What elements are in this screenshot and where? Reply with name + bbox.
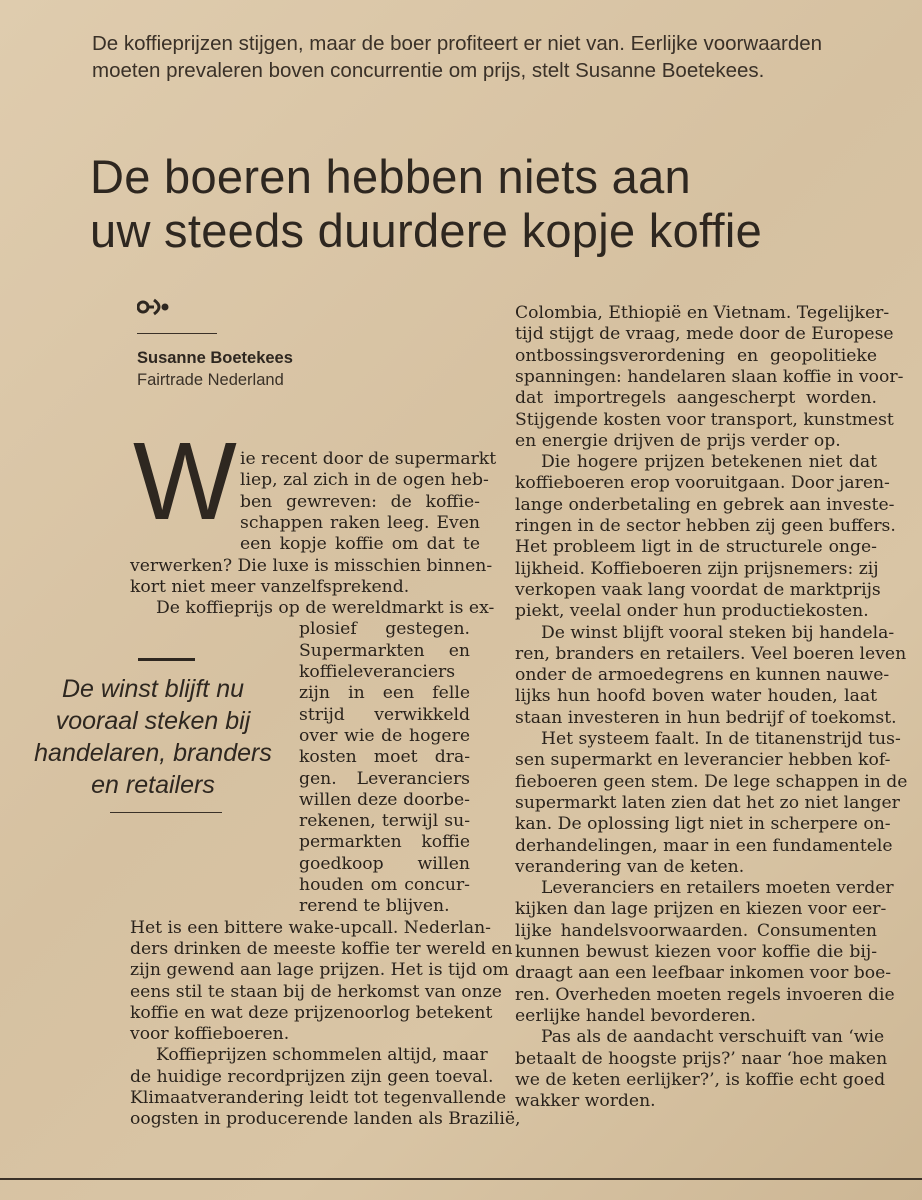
- body-line: betaalt de hoogste prijs?’ naar ‘hoe maken: [515, 1048, 888, 1069]
- body-line: ders drinken de meeste koffie ter wereld en: [130, 938, 513, 959]
- body-line: eens stil te staan bij de herkomst van onze: [130, 981, 502, 1002]
- body-line: tijd stijgt de vraag, mede door de Europese: [515, 324, 894, 345]
- body-line: fieboeren geen stem. De lege schappen in de: [515, 771, 908, 792]
- body-line: rerend te blijven.: [299, 896, 450, 917]
- body-line: lijkheid. Koffieboeren zijn prijsnemers: zij: [515, 558, 879, 579]
- body-line: sen supermarkt en leverancier hebben kof-: [515, 750, 891, 771]
- body-line: piekt, veelal onder hun productiekosten.: [515, 601, 869, 622]
- body-line: zijn gewend aan lage prijzen. Het is tijd om: [130, 960, 509, 981]
- body-line: Supermarkten en: [299, 640, 470, 661]
- pull-quote-divider-bottom: [110, 812, 222, 813]
- body-line: eerlijke handel bevorderen.: [515, 1005, 756, 1026]
- pull-quote: De winst blijft nu vooraal steken bij handelaren, branders en retailers: [34, 675, 272, 799]
- body-line: De winst blijft vooral steken bij handela-: [541, 622, 895, 643]
- body-line: over wie de hogere: [299, 725, 470, 746]
- body-line: plosief gestegen.: [299, 619, 470, 640]
- body-line: Het probleem ligt in de structurele onge-: [515, 537, 877, 558]
- body-line: Koffieprijzen schommelen altijd, maar: [156, 1045, 488, 1066]
- body-line: verwerken? Die luxe is misschien binnen-: [130, 555, 493, 576]
- body-line: koffieboeren erop vooruitgaan. Door jaren-: [515, 473, 890, 494]
- body-line: Pas als de aandacht verschuift van ‘wie: [541, 1027, 885, 1048]
- author-divider: [137, 333, 217, 334]
- body-line: voor koffieboeren.: [130, 1024, 290, 1045]
- body-line: onder de armoedegrens en kunnen nauwe-: [515, 665, 890, 686]
- body-line: houden om concur-: [299, 875, 470, 895]
- body-line: ringen in de sector hebben zij geen buffers.: [515, 516, 896, 536]
- author-name: Susanne Boetekees: [137, 349, 293, 367]
- body-line: Stijgende kosten voor transport, kunstmest: [515, 409, 894, 430]
- body-line: derhandelingen, maar in een fundamentele: [515, 835, 893, 856]
- body-line: rekenen, terwijl su-: [299, 811, 470, 832]
- article-headline: [90, 150, 890, 258]
- body-line: De koffieprijs op de wereldmarkt is ex-: [156, 598, 495, 619]
- body-line: lijks hun hoofd boven water houden, laat: [515, 686, 877, 707]
- body-line: kort niet meer vanzelfsprekend.: [130, 576, 410, 597]
- pull-quote-divider-top: [138, 658, 195, 661]
- author-organization: Fairtrade Nederland: [137, 371, 284, 389]
- body-line: lange onderbetaling en gebrek aan investe-: [515, 494, 895, 515]
- headline-line: uw steeds duurdere kopje koffie: [90, 204, 763, 257]
- body-line: Leveranciers en retailers moeten verder: [541, 878, 894, 899]
- body-line: schappen raken leeg. Even: [240, 512, 480, 533]
- body-line: willen deze doorbe-: [299, 789, 470, 810]
- body-line: en energie drijven de prijs verder op.: [515, 430, 841, 451]
- body-line: kunnen bewust kiezen voor koffie die bij-: [515, 942, 877, 962]
- body-line: ontbossingsverordening en geopolitieke: [515, 345, 877, 366]
- body-line: draagt aan een leefbaar inkomen voor boe-: [515, 963, 892, 984]
- body-line: Klimaatverandering leidt tot tegenvallende: [130, 1088, 507, 1108]
- body-line: liep, zal zich in de ogen heb-: [240, 470, 489, 491]
- body-line: staan investeren in hun bedrijf of toekomst.: [515, 707, 897, 728]
- body-line: ren, branders en retailers. Veel boeren leven: [515, 643, 907, 664]
- fairtrade-logo-icon: [137, 296, 173, 318]
- body-line: strijd verwikkeld: [299, 704, 470, 725]
- body-line: Het systeem faalt. In de titanenstrijd tus-: [541, 729, 901, 749]
- body-line: permarkten koffie: [299, 832, 470, 853]
- body-line: goedkoop willen: [299, 853, 470, 874]
- body-line: kan. De oplossing ligt niet in scherpere on-: [515, 814, 891, 835]
- body-line: we de keten eerlijker?’, is koffie echt goed: [515, 1069, 886, 1090]
- body-line: zijn in een felle: [299, 683, 470, 704]
- body-line: de huidige recordprijzen zijn geen toeval.: [130, 1066, 494, 1087]
- body-line: ie recent door de supermarkt: [240, 449, 497, 469]
- body-line: ben gewreven: de koffie-: [240, 491, 480, 512]
- body-line: verandering van de keten.: [515, 856, 745, 877]
- body-line: koffieleveranciers: [299, 662, 456, 682]
- body-line: kijken dan lage prijzen en kiezen voor eer-: [515, 899, 887, 920]
- body-line: dat importregels aangescherpt worden.: [515, 388, 877, 409]
- body-line: wakker worden.: [515, 1091, 656, 1112]
- body-line: Het is een bittere wake-upcall. Nederlan-: [130, 917, 491, 938]
- body-line: verkopen vaak lang voordat de marktprijs: [515, 579, 881, 600]
- body-line: ren. Overheden moeten regels invoeren die: [515, 984, 895, 1005]
- body-line: koffie en wat deze prijzenoorlog betekent: [130, 1002, 493, 1023]
- headline-line: De boeren hebben niets aan: [90, 150, 691, 203]
- article-intro: De koffieprijzen stijgen, maar de boer profiteert er niet van. Eerlijke voorwaarden moeten prevaleren boven concurrentie om prijs, stelt Susanne Boetekees.: [92, 32, 823, 82]
- body-line: lijke handelsvoorwaarden. Consumenten: [515, 920, 877, 941]
- body-line: een kopje koffie om dat te: [240, 534, 480, 555]
- body-line: kosten moet dra-: [299, 747, 470, 768]
- body-line: Die hogere prijzen betekenen niet dat: [541, 452, 877, 473]
- drop-cap: W: [133, 420, 237, 543]
- page-bottom-rule: [0, 1178, 922, 1180]
- body-line: supermarkt laten zien dat het zo niet langer: [515, 792, 900, 813]
- body-line: gen. Leveranciers: [299, 768, 470, 789]
- body-line: Colombia, Ethiopië en Vietnam. Tegelijker-: [515, 303, 890, 323]
- body-line: oogsten in producerende landen als Brazilië,: [130, 1109, 521, 1130]
- body-line: spanningen: handelaren slaan koffie in voor-: [515, 366, 904, 387]
